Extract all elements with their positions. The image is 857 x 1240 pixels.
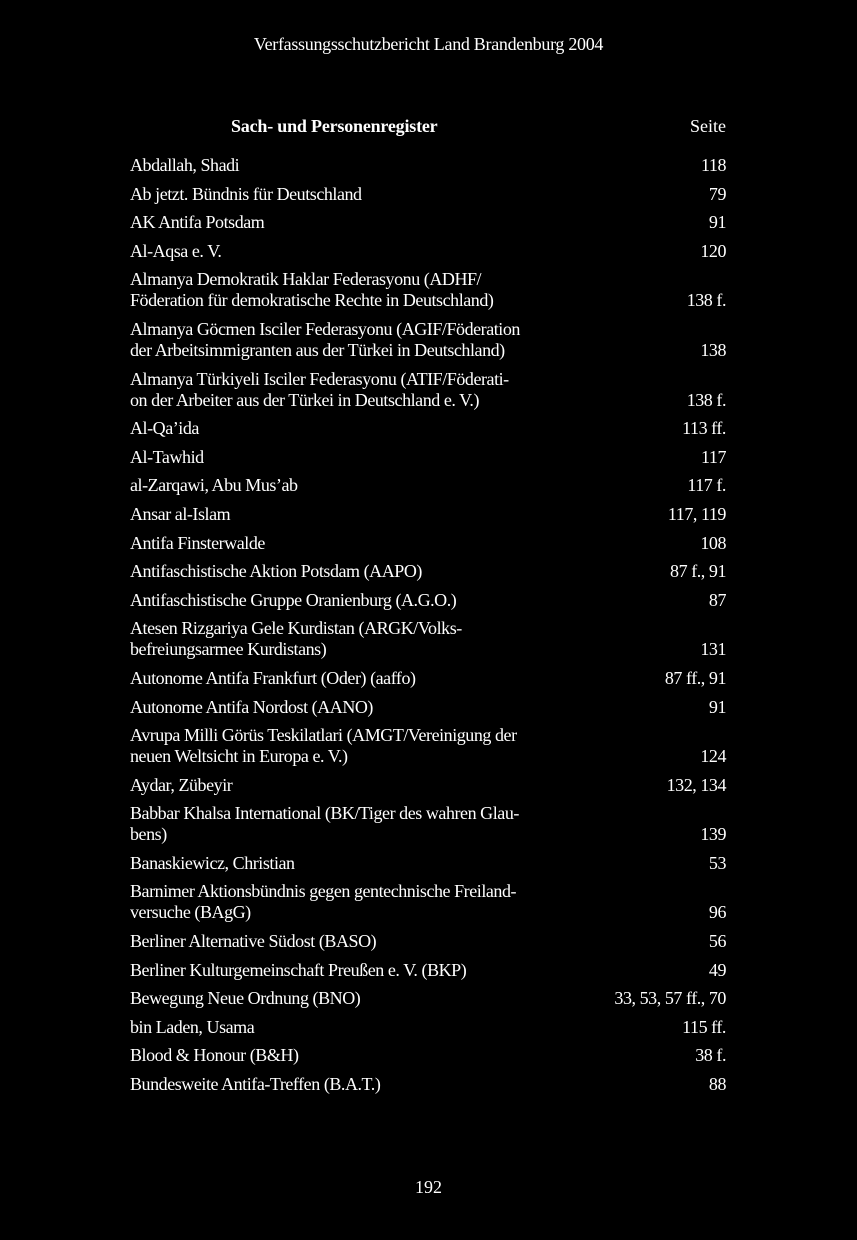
- register-entry: [130, 668, 726, 689]
- entry-name-line: AK Antifa Potsdam: [130, 212, 265, 233]
- entry-name-line: Aydar, Zübeyir: [130, 774, 233, 795]
- entry-name-line: befreiungsarmee Kurdistans): [130, 639, 327, 660]
- register-entry: [130, 960, 726, 981]
- entry-pages: 87 ff., 91: [664, 667, 726, 688]
- register-title: Sach- und Personenregister: [231, 116, 438, 136]
- entry-name: [130, 155, 239, 176]
- entry-name-line: Berliner Alternative Südost (BASO): [130, 931, 377, 952]
- entry-pages: 124: [700, 746, 726, 767]
- entry-name: [130, 418, 199, 439]
- register-entry: [130, 447, 726, 468]
- entry-name-line: Ab jetzt. Bündnis für Deutschland: [130, 183, 362, 204]
- entry-pages: 113 ff.: [682, 418, 726, 439]
- register-entry: [130, 475, 726, 496]
- entry-name-line: Antifaschistische Aktion Potsdam (AAPO): [130, 561, 422, 582]
- register-entry: [130, 418, 726, 439]
- register-entry: [130, 931, 726, 952]
- entry-name-line: Abdallah, Shadi: [130, 155, 240, 175]
- entry-pages: 53: [708, 852, 726, 873]
- entry-name: [130, 590, 456, 611]
- entry-pages: 138: [700, 339, 726, 360]
- entry-name-line: Barnimer Aktionsbündnis gegen gentechnische Freiland-: [130, 881, 517, 902]
- register-entry: [130, 697, 726, 718]
- entry-name-line: neuen Weltsicht in Europa e. V.): [130, 746, 348, 767]
- register-entry: [130, 212, 726, 233]
- register-entry: [130, 561, 726, 582]
- entry-name: [130, 561, 422, 582]
- entry-name: [130, 853, 295, 874]
- entry-pages: 87 f., 91: [670, 561, 726, 582]
- entry-name-line: versuche (BAgG): [130, 902, 251, 923]
- entry-name: [130, 960, 466, 981]
- entry-name-line: Blood & Honour (B&H): [130, 1045, 299, 1066]
- running-header: Verfassungsschutzbericht Land Brandenburg 2004: [253, 34, 604, 54]
- entry-name-line: bin Laden, Usama: [130, 1016, 255, 1037]
- entry-pages: 91: [708, 212, 726, 233]
- entry-name: [130, 668, 416, 689]
- register-entry: [130, 1045, 726, 1066]
- entry-name-line: on der Arbeiter aus der Türkei in Deutschland e. V.): [130, 389, 480, 410]
- entry-name: [130, 369, 509, 411]
- register-list: [130, 155, 726, 1103]
- entry-name-line: Ansar al-Islam: [130, 503, 231, 524]
- entry-name-line: Atesen Rizgariya Gele Kurdistan (ARGK/Volks-: [130, 618, 462, 639]
- entry-pages: 138 f.: [686, 389, 726, 410]
- entry-name: [130, 931, 376, 952]
- entry-name-line: Autonome Antifa Nordost (AANO): [130, 696, 373, 717]
- register-entry: [130, 803, 726, 845]
- entry-pages: 120: [700, 240, 726, 261]
- entry-pages: 115 ff.: [682, 1016, 726, 1037]
- entry-name-line: Avrupa Milli Görüs Teskilatlari (AMGT/Vereinigung der: [130, 725, 517, 746]
- entry-name: [130, 988, 360, 1009]
- entry-name-line: Föderation für demokratische Rechte in Deutschland): [130, 290, 494, 311]
- register-entry: [130, 775, 726, 796]
- entry-pages: 117: [701, 446, 726, 467]
- entry-name: [130, 475, 298, 496]
- entry-pages: 117 f.: [687, 475, 726, 496]
- entry-name: [130, 212, 264, 233]
- register-entry: [130, 184, 726, 205]
- entry-name-line: der Arbeitsimmigranten aus der Türkei in Deutschland): [130, 339, 505, 360]
- register-entry: [130, 269, 726, 311]
- page-column-label: Seite: [690, 116, 726, 136]
- register-entry: [130, 1074, 726, 1095]
- entry-name-line: Babbar Khalsa International (BK/Tiger des wahren Glau-: [130, 803, 519, 824]
- entry-name-line: Almanya Demokratik Haklar Federasyonu (ADHF/: [130, 269, 482, 290]
- register-entry: [130, 1017, 726, 1038]
- entry-pages: 38 f.: [695, 1045, 726, 1066]
- entry-name: [130, 447, 204, 468]
- register-entry: [130, 988, 726, 1009]
- entry-name: [130, 881, 516, 923]
- entry-name-line: Al-Aqsa e. V.: [130, 240, 222, 261]
- register-entry: [130, 881, 726, 923]
- register-entry: [130, 590, 726, 611]
- entry-name: [130, 184, 362, 205]
- entry-pages: 118: [701, 155, 726, 175]
- entry-pages: 96: [708, 902, 726, 923]
- entry-name: [130, 319, 520, 361]
- entry-pages: 131: [700, 639, 726, 660]
- entry-name-line: al-Zarqawi, Abu Mus’ab: [130, 475, 298, 496]
- register-entry: [130, 618, 726, 660]
- register-entry: [130, 725, 726, 767]
- entry-name: [130, 1074, 380, 1095]
- entry-pages: 88: [708, 1074, 726, 1095]
- entry-name: [130, 618, 462, 660]
- register-entry: [130, 319, 726, 361]
- entry-name: [130, 241, 221, 262]
- entry-name: [130, 775, 232, 796]
- entry-name: [130, 533, 265, 554]
- entry-pages: 91: [708, 696, 726, 717]
- entry-name: [130, 1045, 299, 1066]
- entry-name-line: Banaskiewicz, Christian: [130, 852, 295, 873]
- entry-name-line: Autonome Antifa Frankfurt (Oder) (aaffo): [130, 667, 416, 688]
- entry-pages: 138 f.: [686, 290, 726, 311]
- entry-pages: 87: [708, 589, 726, 610]
- entry-name-line: Bundesweite Antifa-Treffen (B.A.T.): [130, 1074, 381, 1095]
- entry-name: [130, 803, 519, 845]
- register-entry: [130, 369, 726, 411]
- entry-pages: 56: [708, 931, 726, 952]
- entry-name-line: Al-Qa’ida: [130, 418, 199, 439]
- entry-pages: 33, 53, 57 ff., 70: [614, 988, 726, 1009]
- entry-name: [130, 725, 517, 767]
- entry-name-line: Al-Tawhid: [130, 446, 204, 467]
- entry-pages: 117, 119: [667, 503, 726, 524]
- entry-pages: 79: [708, 183, 726, 204]
- entry-name: [130, 504, 230, 525]
- register-entry: [130, 155, 726, 176]
- entry-name-line: Berliner Kulturgemeinschaft Preußen e. V. (BKP): [130, 959, 467, 980]
- entry-pages: 139: [700, 824, 726, 845]
- entry-name: [130, 697, 373, 718]
- page-number: 192: [415, 1177, 442, 1197]
- entry-name-line: Almanya Türkiyeli Isciler Federasyonu (ATIF/Föderati-: [130, 368, 509, 389]
- entry-name: [130, 1017, 254, 1038]
- entry-name-line: Almanya Göcmen Isciler Federasyonu (AGIF/Föderation: [130, 318, 520, 339]
- entry-name-line: Bewegung Neue Ordnung (BNO): [130, 988, 361, 1009]
- register-entry: [130, 533, 726, 554]
- register-entry: [130, 504, 726, 525]
- register-entry: [130, 241, 726, 262]
- entry-name-line: bens): [130, 824, 167, 845]
- entry-pages: 132, 134: [666, 774, 726, 795]
- entry-name-line: Antifa Finsterwalde: [130, 532, 265, 553]
- register-entry: [130, 853, 726, 874]
- entry-name: [130, 269, 493, 311]
- entry-pages: 108: [700, 532, 726, 553]
- entry-name-line: Antifaschistische Gruppe Oranienburg (A.G.O.): [130, 589, 457, 610]
- entry-pages: 49: [708, 959, 726, 980]
